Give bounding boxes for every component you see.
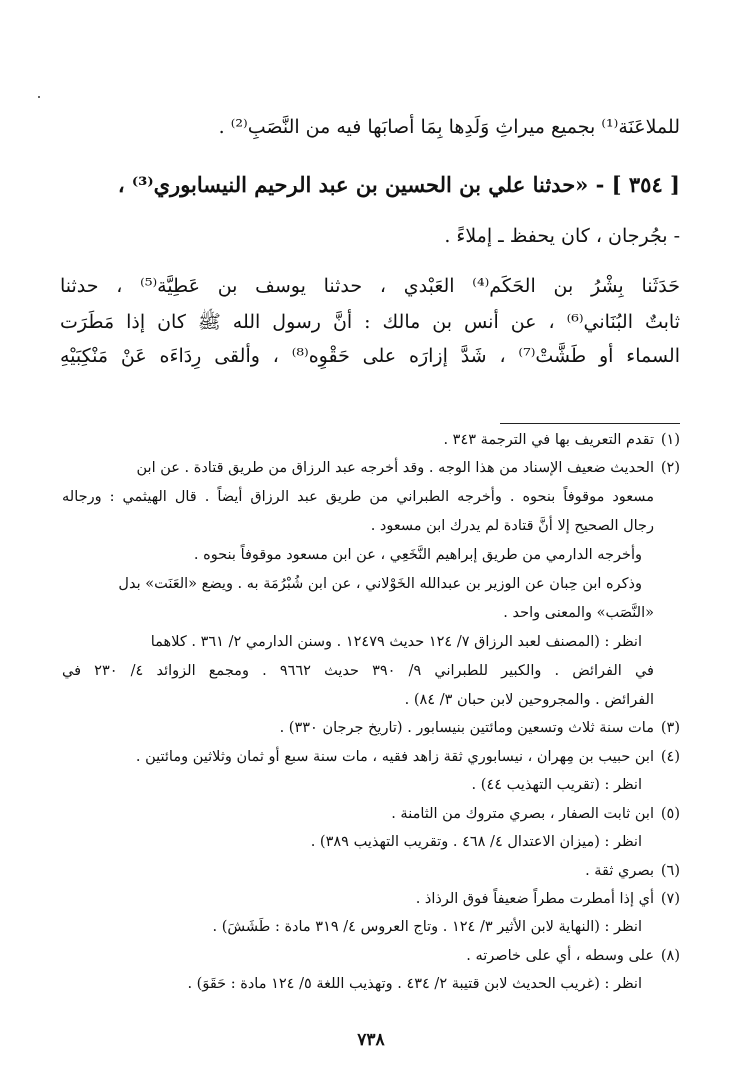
footnote-number: (٦) [660,863,680,879]
footnote-5 [391,806,680,822]
footnote-number: (٧) [660,891,680,907]
footnote-2 [137,460,681,476]
footnote-number: (١) [660,432,680,448]
footnote-8-line-2: انظر : (غريب الحديث لابن قتيبة ٢/ ٤٣٤ . وتهذيب اللغة ٥/ ١٢٤ مادة : حَقَوَ) . [187,976,642,992]
footnote-text: أي إذا أمطرت مطراً ضعيفاً فوق الرذاذ . [415,891,654,907]
entry-note: - بجُرجان ، كان يحفظ ـ إملاءً . [444,225,680,247]
footnote-2-line-7: انظر : (المصنف لعبد الرزاق ٧/ ١٢٤ حديث ١٢٤٧٩ . وسنن الدارمي ٢/ ٣٦١ . كلاهما [150,634,642,650]
main-line-1: للملاعَنَة⁽¹⁾ بجميع ميراثِ وَلَدِها بِمَا أصابَها فيه من النَّصَبِ⁽²⁾ . [218,116,680,138]
footnote-1 [443,432,680,448]
footnote-number: (٨) [660,948,680,964]
footnote-text: على وسطه ، أي على خاصرته . [466,948,654,964]
footnote-2-line-5: وذكره ابن حِبان عن الوزير بن عبدالله الخَوْلاني ، عن ابن شُبْرُمَة به . ويضع «العَنَت» بدل [118,576,642,592]
footnote-separator [500,423,680,424]
footnote-2-line-8: في الفرائض . والكبير للطبراني ٩/ ٣٩٠ حديث ٩٦٦٢ . ومجمع الزوائد ٤/ ٢٣٠ في [62,663,654,679]
footnote-text: مات سنة ثلاث وتسعين ومائتين بنيسابور . (تاريخ جرجان ٣٣٠) . [279,720,654,736]
para-line-1: حَدَثَنا بِشْرُ بن الحَكَم⁽⁴⁾ العَبْدي ، حدثنا يوسف بن عَطِيَّة⁽⁵⁾ ، حدثنا [60,275,680,297]
footnote-number: (٢) [660,460,680,476]
footnote-4 [136,749,680,765]
footnote-5-line-2: انظر : (ميزان الاعتدال ٤/ ٤٦٨ . وتقريب التهذيب ٣٨٩) . [310,834,642,850]
footnote-2-line-4: وأخرجه الدارمي من طريق إبراهيم النَّخَعِي ، عن ابن مسعود موقوفاً بنحوه . [193,547,642,563]
footnote-text: ابن حبيب بن مِهران ، نيسابوري ثقة زاهد فقيه ، مات سنة سبع أو ثمان وثلاثين ومائتين . [135,749,654,765]
footnote-2-line-2: مسعود موقوفاً بنحوه . وأخرجه الطبراني من طريق عبد الرزاق أيضاً . قال الهيثمي : ورجاله [62,489,654,505]
footnote-text: بصري ثقة . [585,863,654,879]
stray-mark [38,96,40,98]
footnote-text: الحديث ضعيف الإسناد من هذا الوجه . وقد أخرجه عبد الرزاق من طريق قتادة . عن ابن [136,460,654,476]
entry-title: - «حدثنا علي بن الحسين بن عبد الرحيم النيسابوري⁽³⁾ ، [117,172,605,197]
para-line-2: ثابتٌ البُنَاني⁽⁶⁾ ، عن أنس بن مالك : أنَّ رسول الله ﷺ كان إذا مَطَرَت [60,311,680,333]
para-line-3: السماء أو طَشَّتْ⁽⁷⁾ ، شَدَّ إزارَه على حَقْوِه⁽⁸⁾ ، وألقى رِدَاءَه عَنْ مَنْكِبَيْهِ [60,345,680,367]
page-number: ٧٣٨ [357,1030,385,1050]
footnote-number: (٣) [660,720,680,736]
footnote-8 [466,948,680,964]
footnote-2-line-9: الفرائض . والمجروحين لابن حبان ٣/ ٨٤) . [404,692,654,708]
entry-heading [118,172,680,197]
footnote-2-line-6: «النَّصَب» والمعنى واحد . [503,605,654,621]
footnote-2-line-3: رجال الصحيح إلا أنَّ قتادة لم يدرك ابن مسعود . [370,518,654,534]
footnote-number: (٥) [660,806,680,822]
footnote-7-line-2: انظر : (النهاية لابن الأثير ٣/ ١٢٤ . وتاج العروس ٤/ ٣١٩ مادة : طَشَشَ) . [212,919,642,935]
footnote-4-line-2: انظر : (تقريب التهذيب ٤٤) . [471,777,642,793]
footnote-text: ابن ثابت الصفار ، بصري متروك من الثامنة . [391,806,654,822]
footnote-3 [280,720,680,736]
footnote-number: (٤) [660,749,680,765]
entry-number: [ ٣٥٤ ] [611,172,680,197]
footnote-6 [585,863,680,879]
footnote-text: تقدم التعريف بها في الترجمة ٣٤٣ . [443,432,654,448]
footnote-7 [416,891,680,907]
